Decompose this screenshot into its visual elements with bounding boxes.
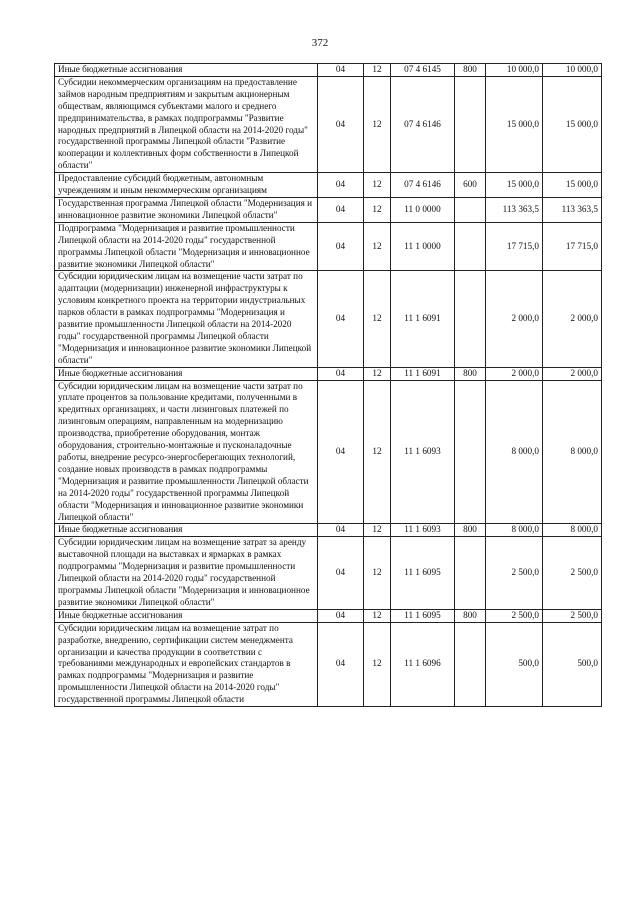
ministry-code: 04 [318, 76, 364, 172]
amount-year-1: 8 000,0 [486, 524, 543, 537]
row-name: Субсидии юридическим лицам на возмещение части затрат по адаптации (модернизации) инженерной инфраструктуры к условиям конкретного проекта на территории индустриальных парков области в рамках подпрограммы "Модернизация и развитие промышленности Липецкой области на 2014-2020 годы" государственной программы Липецкой области "Модернизация и инновационное развитие экономики Липецкой области" [55, 271, 318, 367]
section-code: 12 [364, 197, 391, 222]
amount-year-2: 2 000,0 [543, 271, 602, 367]
ministry-code: 04 [318, 271, 364, 367]
ministry-code: 04 [318, 367, 364, 380]
amount-year-2: 2 000,0 [543, 367, 602, 380]
target-article-code: 11 1 6091 [391, 271, 455, 367]
table-row [55, 537, 602, 609]
target-article-code: 11 0 0000 [391, 197, 455, 222]
expense-type-code [455, 222, 486, 271]
amount-year-2: 17 715,0 [543, 222, 602, 271]
amount-year-1: 8 000,0 [486, 380, 543, 524]
section-code: 12 [364, 64, 391, 77]
ministry-code: 04 [318, 524, 364, 537]
budget-table [54, 63, 602, 707]
amount-year-2: 15 000,0 [543, 173, 602, 198]
row-name: Предоставление субсидий бюджетным, автономным учреждениям и иным некоммерческим организациям [55, 173, 318, 198]
amount-year-2: 15 000,0 [543, 76, 602, 172]
target-article-code: 07 4 6145 [391, 64, 455, 77]
section-code: 12 [364, 222, 391, 271]
ministry-code: 04 [318, 622, 364, 706]
table-row [55, 197, 602, 222]
expense-type-code [455, 76, 486, 172]
expense-type-code: 800 [455, 524, 486, 537]
row-name: Иные бюджетные ассигнования [55, 609, 318, 622]
table-row [55, 271, 602, 367]
target-article-code: 07 4 6146 [391, 173, 455, 198]
target-article-code: 11 1 6096 [391, 622, 455, 706]
table-row [55, 64, 602, 77]
table-row [55, 76, 602, 172]
section-code: 12 [364, 622, 391, 706]
table-row [55, 524, 602, 537]
amount-year-2: 2 500,0 [543, 609, 602, 622]
expense-type-code: 800 [455, 367, 486, 380]
table-row [55, 622, 602, 706]
amount-year-1: 2 500,0 [486, 609, 543, 622]
amount-year-1: 2 000,0 [486, 367, 543, 380]
amount-year-1: 2 500,0 [486, 537, 543, 609]
ministry-code: 04 [318, 197, 364, 222]
expense-type-code [455, 380, 486, 524]
section-code: 12 [364, 524, 391, 537]
amount-year-2: 8 000,0 [543, 524, 602, 537]
expense-type-code [455, 622, 486, 706]
section-code: 12 [364, 367, 391, 380]
amount-year-1: 15 000,0 [486, 76, 543, 172]
table-row [55, 609, 602, 622]
target-article-code: 11 1 6095 [391, 609, 455, 622]
section-code: 12 [364, 271, 391, 367]
target-article-code: 11 1 0000 [391, 222, 455, 271]
row-name: Иные бюджетные ассигнования [55, 367, 318, 380]
target-article-code: 11 1 6095 [391, 537, 455, 609]
amount-year-1: 15 000,0 [486, 173, 543, 198]
ministry-code: 04 [318, 222, 364, 271]
amount-year-2: 2 500,0 [543, 537, 602, 609]
target-article-code: 07 4 6146 [391, 76, 455, 172]
section-code: 12 [364, 173, 391, 198]
page-number: 372 [311, 37, 329, 49]
expense-type-code: 600 [455, 173, 486, 198]
amount-year-2: 500,0 [543, 622, 602, 706]
row-name: Субсидии юридическим лицам на возмещение затрат по разработке, внедрению, сертификации систем менеджмента организации и качества продукции в соответствии с требованиями международных и европейских стандартов в рамках подпрограммы "Модернизация и развитие промышленности Липецкой области на 2014-2020 годы" государственной программы Липецкой области [55, 622, 318, 706]
row-name: Государственная программа Липецкой области "Модернизация и инновационное развитие экономики Липецкой области" [55, 197, 318, 222]
row-name: Субсидии юридическим лицам на возмещение затрат за аренду выставочной площади на выставках и ярмарках в рамках подпрограммы "Модернизация и развитие промышленности Липецкой области на 2014-2020 годы" государственной программы Липецкой области "Модернизация и инновационное развитие экономики Липецкой области" [55, 537, 318, 609]
table-row [55, 367, 602, 380]
expense-type-code [455, 271, 486, 367]
section-code: 12 [364, 380, 391, 524]
expense-type-code: 800 [455, 609, 486, 622]
ministry-code: 04 [318, 380, 364, 524]
target-article-code: 11 1 6093 [391, 524, 455, 537]
ministry-code: 04 [318, 64, 364, 77]
amount-year-1: 2 000,0 [486, 271, 543, 367]
ministry-code: 04 [318, 537, 364, 609]
amount-year-2: 8 000,0 [543, 380, 602, 524]
row-name: Субсидии некоммерческим организациям на предоставление займов народным предприятиям и закрытым акционерным обществам, являющимся субъектами малого и среднего предпринимательства, в рамках подпрограммы "Развитие народных предприятий в Липецкой области на 2014-2020 годы" государственной программы Липецкой области "Развитие кооперации и коллективных форм собственности в Липецкой области" [55, 76, 318, 172]
row-name: Субсидии юридическим лицам на возмещение части затрат по уплате процентов за пользование кредитами, полученными в кредитных организациях, и части лизинговых платежей по лизинговым операциям, направленным на модернизацию производства, приобретение оборудования, монтаж оборудования, строительно-монтажные и пусконаладочные работы, внедрение ресурсо-энергосберегающих технологий, создание новых производств в рамках подпрограммы "Модернизация и развитие промышленности Липецкой области на 2014-2020 годы" государственной программы Липецкой области "Модернизация и инновационное развитие экономики Липецкой области" [55, 380, 318, 524]
expense-type-code: 800 [455, 64, 486, 77]
table-row [55, 380, 602, 524]
table-row [55, 222, 602, 271]
target-article-code: 11 1 6091 [391, 367, 455, 380]
expense-type-code [455, 197, 486, 222]
amount-year-2: 113 363,5 [543, 197, 602, 222]
table-row [55, 173, 602, 198]
section-code: 12 [364, 609, 391, 622]
row-name: Подпрограмма "Модернизация и развитие промышленности Липецкой области на 2014-2020 годы" государственной программы Липецкой области "Модернизация и инновационное развитие экономики Липецкой области" [55, 222, 318, 271]
amount-year-1: 10 000,0 [486, 64, 543, 77]
amount-year-1: 17 715,0 [486, 222, 543, 271]
row-name: Иные бюджетные ассигнования [55, 64, 318, 77]
ministry-code: 04 [318, 609, 364, 622]
ministry-code: 04 [318, 173, 364, 198]
section-code: 12 [364, 537, 391, 609]
row-name: Иные бюджетные ассигнования [55, 524, 318, 537]
amount-year-1: 500,0 [486, 622, 543, 706]
section-code: 12 [364, 76, 391, 172]
expense-type-code [455, 537, 486, 609]
amount-year-1: 113 363,5 [486, 197, 543, 222]
amount-year-2: 10 000,0 [543, 64, 602, 77]
target-article-code: 11 1 6093 [391, 380, 455, 524]
